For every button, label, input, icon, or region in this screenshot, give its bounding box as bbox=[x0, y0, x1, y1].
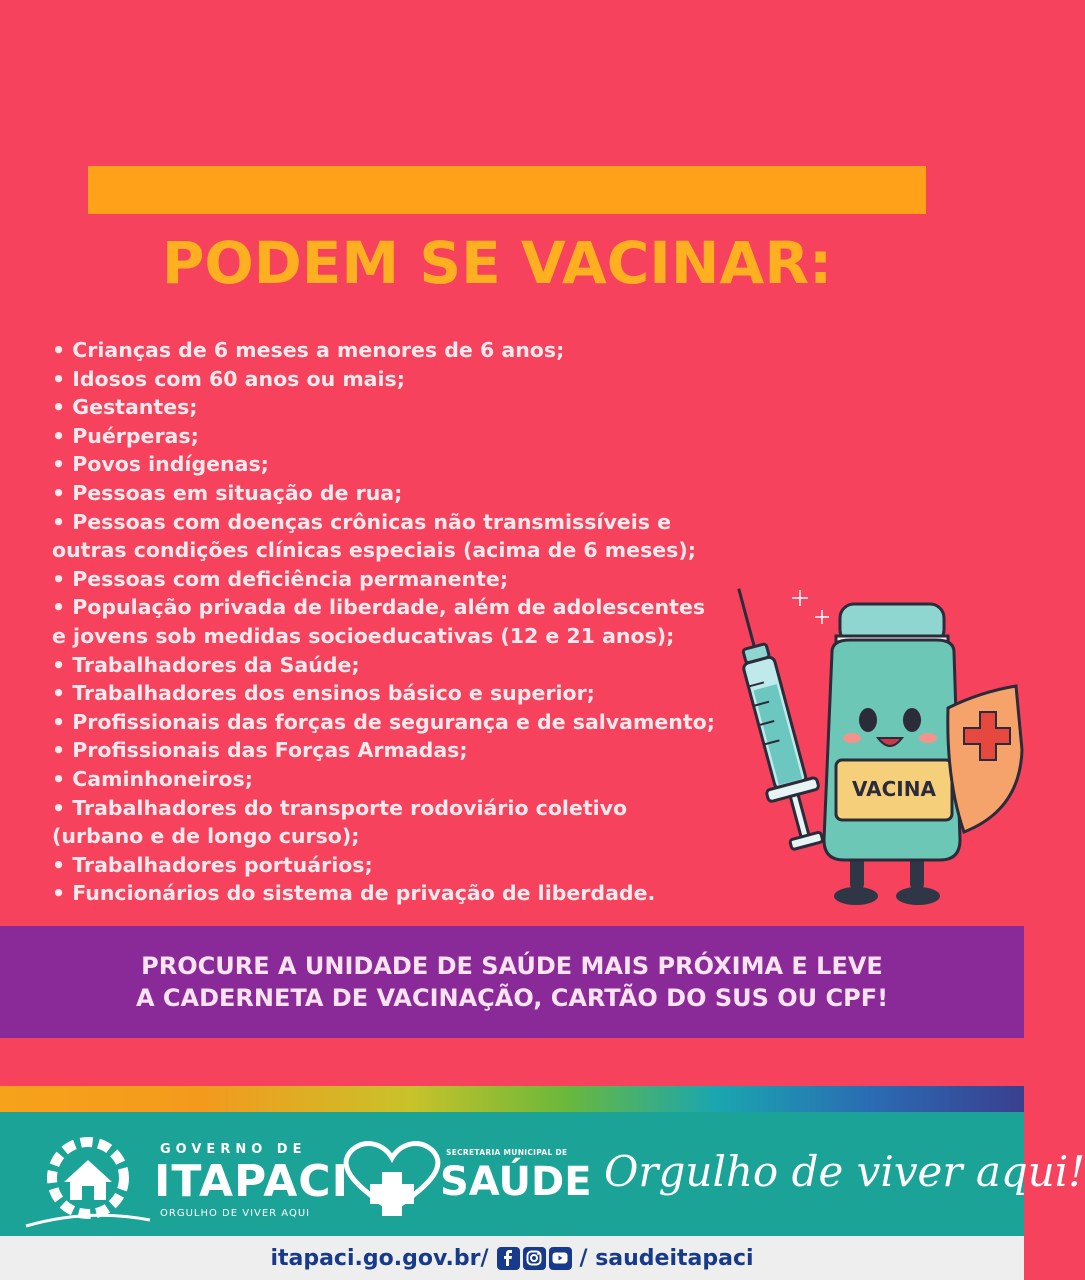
list-item: (urbano e de longo curso); bbox=[52, 824, 360, 849]
list-item: • Caminhoneiros; bbox=[52, 766, 253, 791]
list-item: • Funcionários do sistema de privação de liberdade. bbox=[52, 881, 656, 906]
heart-cross-icon bbox=[338, 1138, 448, 1218]
instagram-icon[interactable] bbox=[523, 1247, 546, 1270]
cta-banner bbox=[0, 926, 1024, 1038]
shield-icon bbox=[948, 686, 1022, 832]
list-item: • Pessoas com doenças crônicas não transmissíveis e bbox=[52, 509, 671, 534]
saude-logo bbox=[338, 1138, 592, 1218]
social-icons bbox=[497, 1247, 572, 1270]
contact-bar bbox=[0, 1236, 1024, 1280]
tagline: Orgulho de viver aqui! bbox=[604, 1147, 1085, 1196]
list-item: • Crianças de 6 meses a menores de 6 anos; bbox=[52, 338, 565, 362]
social-handle[interactable]: / saudeitapaci bbox=[579, 1245, 754, 1271]
list-item: • Profissionais das Forças Armadas; bbox=[52, 738, 468, 763]
list-item: • Profissionais das forças de segurança e de salvamento; bbox=[52, 709, 715, 734]
sparkle-icon bbox=[792, 590, 829, 624]
cta-line-1: PROCURE A UNIDADE DE SAÚDE MAIS PRÓXIMA E LEVE bbox=[141, 952, 883, 980]
list-item: • População privada de liberdade, além de adolescentes bbox=[52, 595, 706, 620]
gear-house-icon bbox=[24, 1130, 154, 1230]
rainbow-stripe bbox=[0, 1086, 1024, 1112]
saude-name: SAÚDE bbox=[440, 1159, 592, 1205]
list-item: e jovens sob medidas socioeducativas (12 e 21 anos); bbox=[52, 623, 675, 648]
list-item: • Povos indígenas; bbox=[52, 452, 269, 477]
footer bbox=[0, 1112, 1085, 1236]
vaccine-label: VACINA bbox=[852, 777, 936, 801]
list-item: • Puérperas; bbox=[52, 423, 199, 448]
cta-line-2: A CADERNETA DE VACINAÇÃO, CARTÃO DO SUS OU CPF! bbox=[135, 984, 889, 1012]
list-item: • Idosos com 60 anos ou mais; bbox=[52, 366, 405, 391]
list-item: • Gestantes; bbox=[52, 395, 198, 420]
list-item: • Trabalhadores dos ensinos básico e superior; bbox=[52, 681, 595, 706]
eligible-groups-list bbox=[52, 336, 772, 908]
gov-name: ITAPACI bbox=[154, 1156, 349, 1207]
facebook-icon[interactable] bbox=[497, 1247, 520, 1270]
list-item: • Trabalhadores portuários; bbox=[52, 852, 373, 877]
website-link[interactable]: itapaci.go.gov.br/ bbox=[270, 1245, 489, 1271]
accent-bar bbox=[88, 166, 926, 214]
list-item: • Pessoas com deficiência permanente; bbox=[52, 566, 509, 591]
list-item: • Trabalhadores do transporte rodoviário coletivo bbox=[52, 795, 628, 820]
saude-subtitle: SECRETARIA MUNICIPAL DE bbox=[446, 1148, 568, 1157]
vaccine-mascot-illustration bbox=[740, 570, 1024, 920]
gov-title: GOVERNO DE bbox=[160, 1142, 307, 1157]
list-item: • Pessoas em situação de rua; bbox=[52, 480, 403, 505]
gov-subtitle: ORGULHO DE VIVER AQUI bbox=[160, 1208, 311, 1219]
list-item: outras condições clínicas especiais (acima de 6 meses); bbox=[52, 538, 696, 563]
list-item: • Trabalhadores da Saúde; bbox=[52, 652, 360, 677]
headline: PODEM SE VACINAR: bbox=[161, 229, 833, 297]
youtube-icon[interactable] bbox=[549, 1247, 572, 1270]
itapaci-logo bbox=[24, 1130, 349, 1230]
